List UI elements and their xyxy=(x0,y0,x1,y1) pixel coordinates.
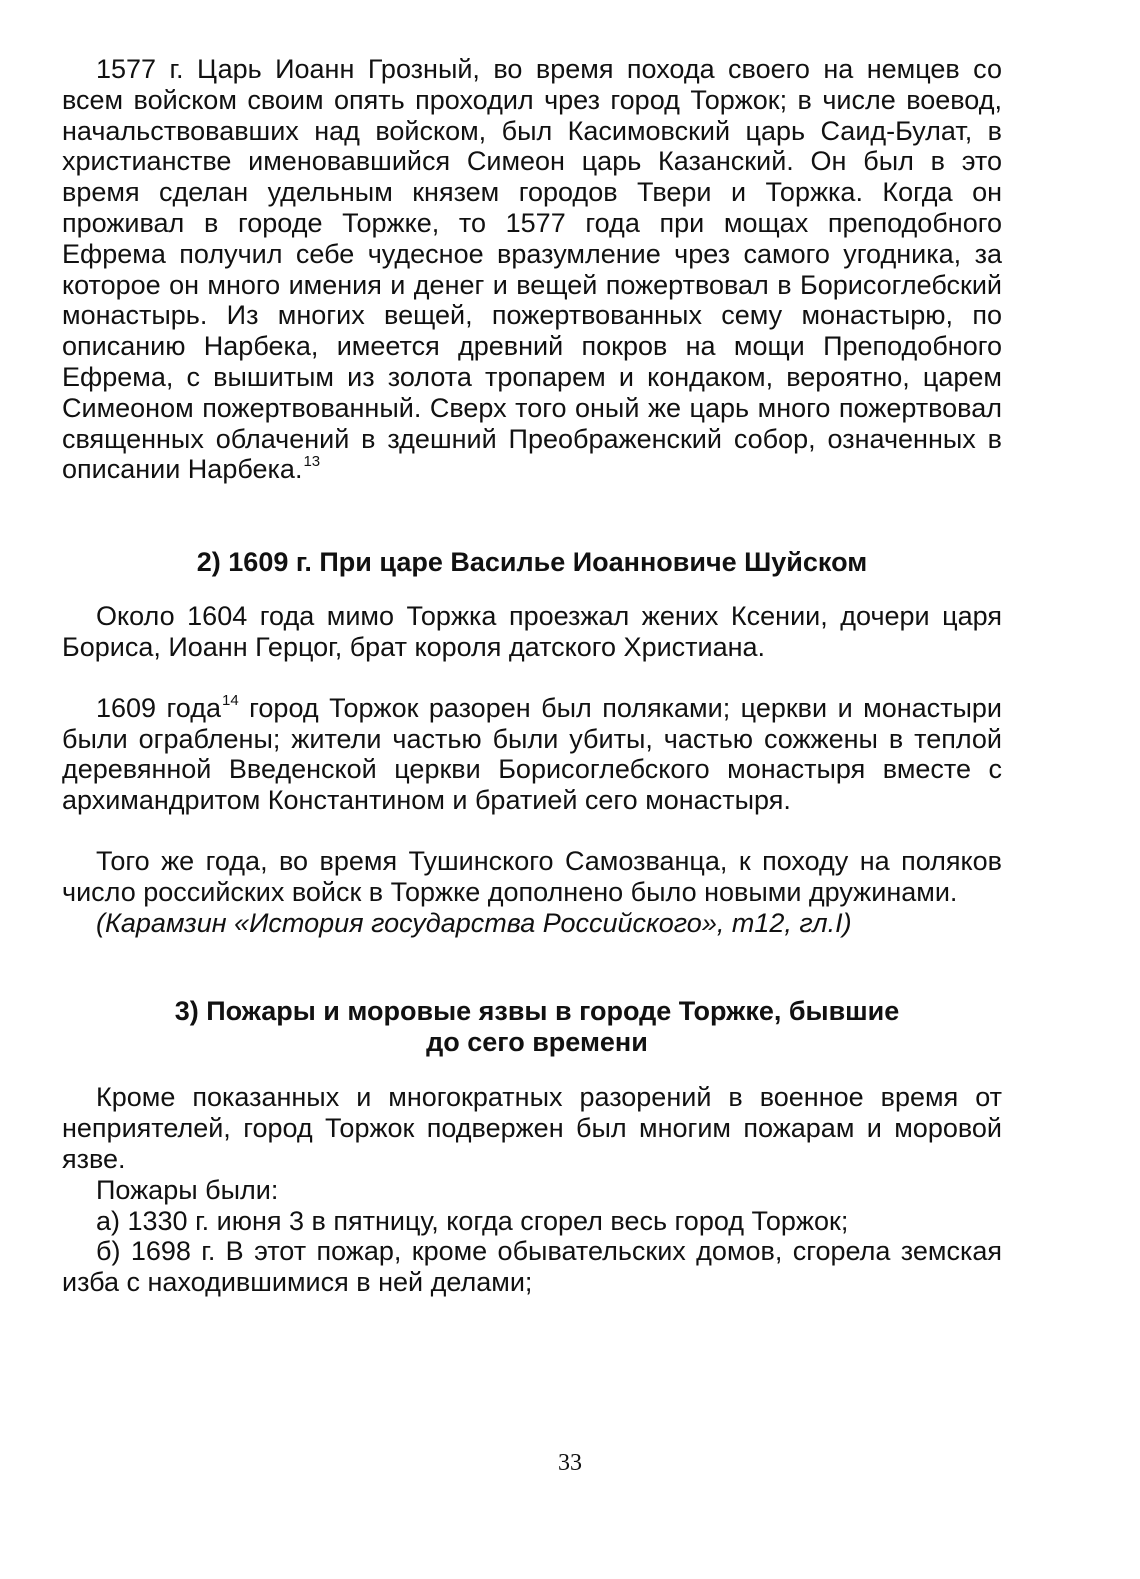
section-heading-3 xyxy=(62,996,1002,1058)
section-heading-2: 2) 1609 г. При царе Василье Иоанновиче Шуйском xyxy=(196,547,868,578)
paragraph-1609-year: 1609 года xyxy=(96,692,221,723)
fire-item-a: а) 1330 г. июня 3 в пятницу, когда сгорел весь город Торжок; xyxy=(96,1205,849,1236)
paragraph-tushino: Того же года, во время Тушинского Самозванца, к походу на поляков число российских войск в Торжке дополнено было новыми дружинами. xyxy=(62,845,1002,907)
footnote-marker-14: 14 xyxy=(222,691,239,709)
fires-list-intro: Пожары были: xyxy=(96,1174,279,1205)
fire-item-b: б) 1698 г. В этот пожар, кроме обывательских домов, сгорела земская изба с находившимися в ней делами; xyxy=(62,1236,1002,1298)
page-number: 33 xyxy=(558,1450,582,1476)
paragraph-fires: Кроме показанных и многократных разорений в военное время от неприятелей, город Торжок подвержен был многим пожарам и моровой язве. xyxy=(62,1082,1002,1174)
section-heading-3-line2: до сего времени xyxy=(426,1027,648,1058)
paragraph-1609-text: город Торжок разорен был поляками; церкви и монастыри были ограблены; жители частью были убиты, частью сожжены в теплой деревянной Введенской церкви Борисоглебского монастыря вместе с архимандритом Константином и братией сего монастыря. xyxy=(62,692,1003,816)
paragraph-1609 xyxy=(62,693,1002,816)
citation-karamzin: (Карамзин «История государства Российского», т12, гл.I) xyxy=(96,907,852,938)
section-heading-3-line1: 3) Пожары и моровые язвы в городе Торжке, бывшие xyxy=(174,996,900,1027)
paragraph-1604: Около 1604 года мимо Торжка проезжал жених Ксении, дочери царя Бориса, Иоанн Герцог, брат короля датского Христиана. xyxy=(62,601,1002,662)
paragraph-1577 xyxy=(62,54,1002,485)
page-content xyxy=(62,54,1002,1298)
paragraph-1577-text: 1577 г. Царь Иоанн Грозный, во время похода своего на немцев со всем войском своим опять проходил чрез город Торжок; в числе воевод, начальствовавших над войском, был Касимовский царь Саид-Булат, в христианстве именовавшийся Симеон царь Казанский. Он был в это время сделан удельным князем городов Твери и Торжка. Когда он проживал в городе Торжке, то 1577 года при мощах преподобного Ефрема получил себе чудесное вразумление чрез самого угодника, за которое он много имения и денег и вещей пожертвовал в Борисоглебский монастырь. Из многих вещей, пожертвованных сему монастырю, по описанию Нарбека, имеется древний покров на мощи Преподобного Ефрема, с вышитым из золота тропарем и кондаком, вероятно, царем Симеоном пожертвованный. Сверх того оный же царь много пожертвовал священных облачений в здешний Преображенский собор, означенных в описании Нарбека. xyxy=(62,54,1002,485)
footnote-marker-13: 13 xyxy=(303,453,321,471)
